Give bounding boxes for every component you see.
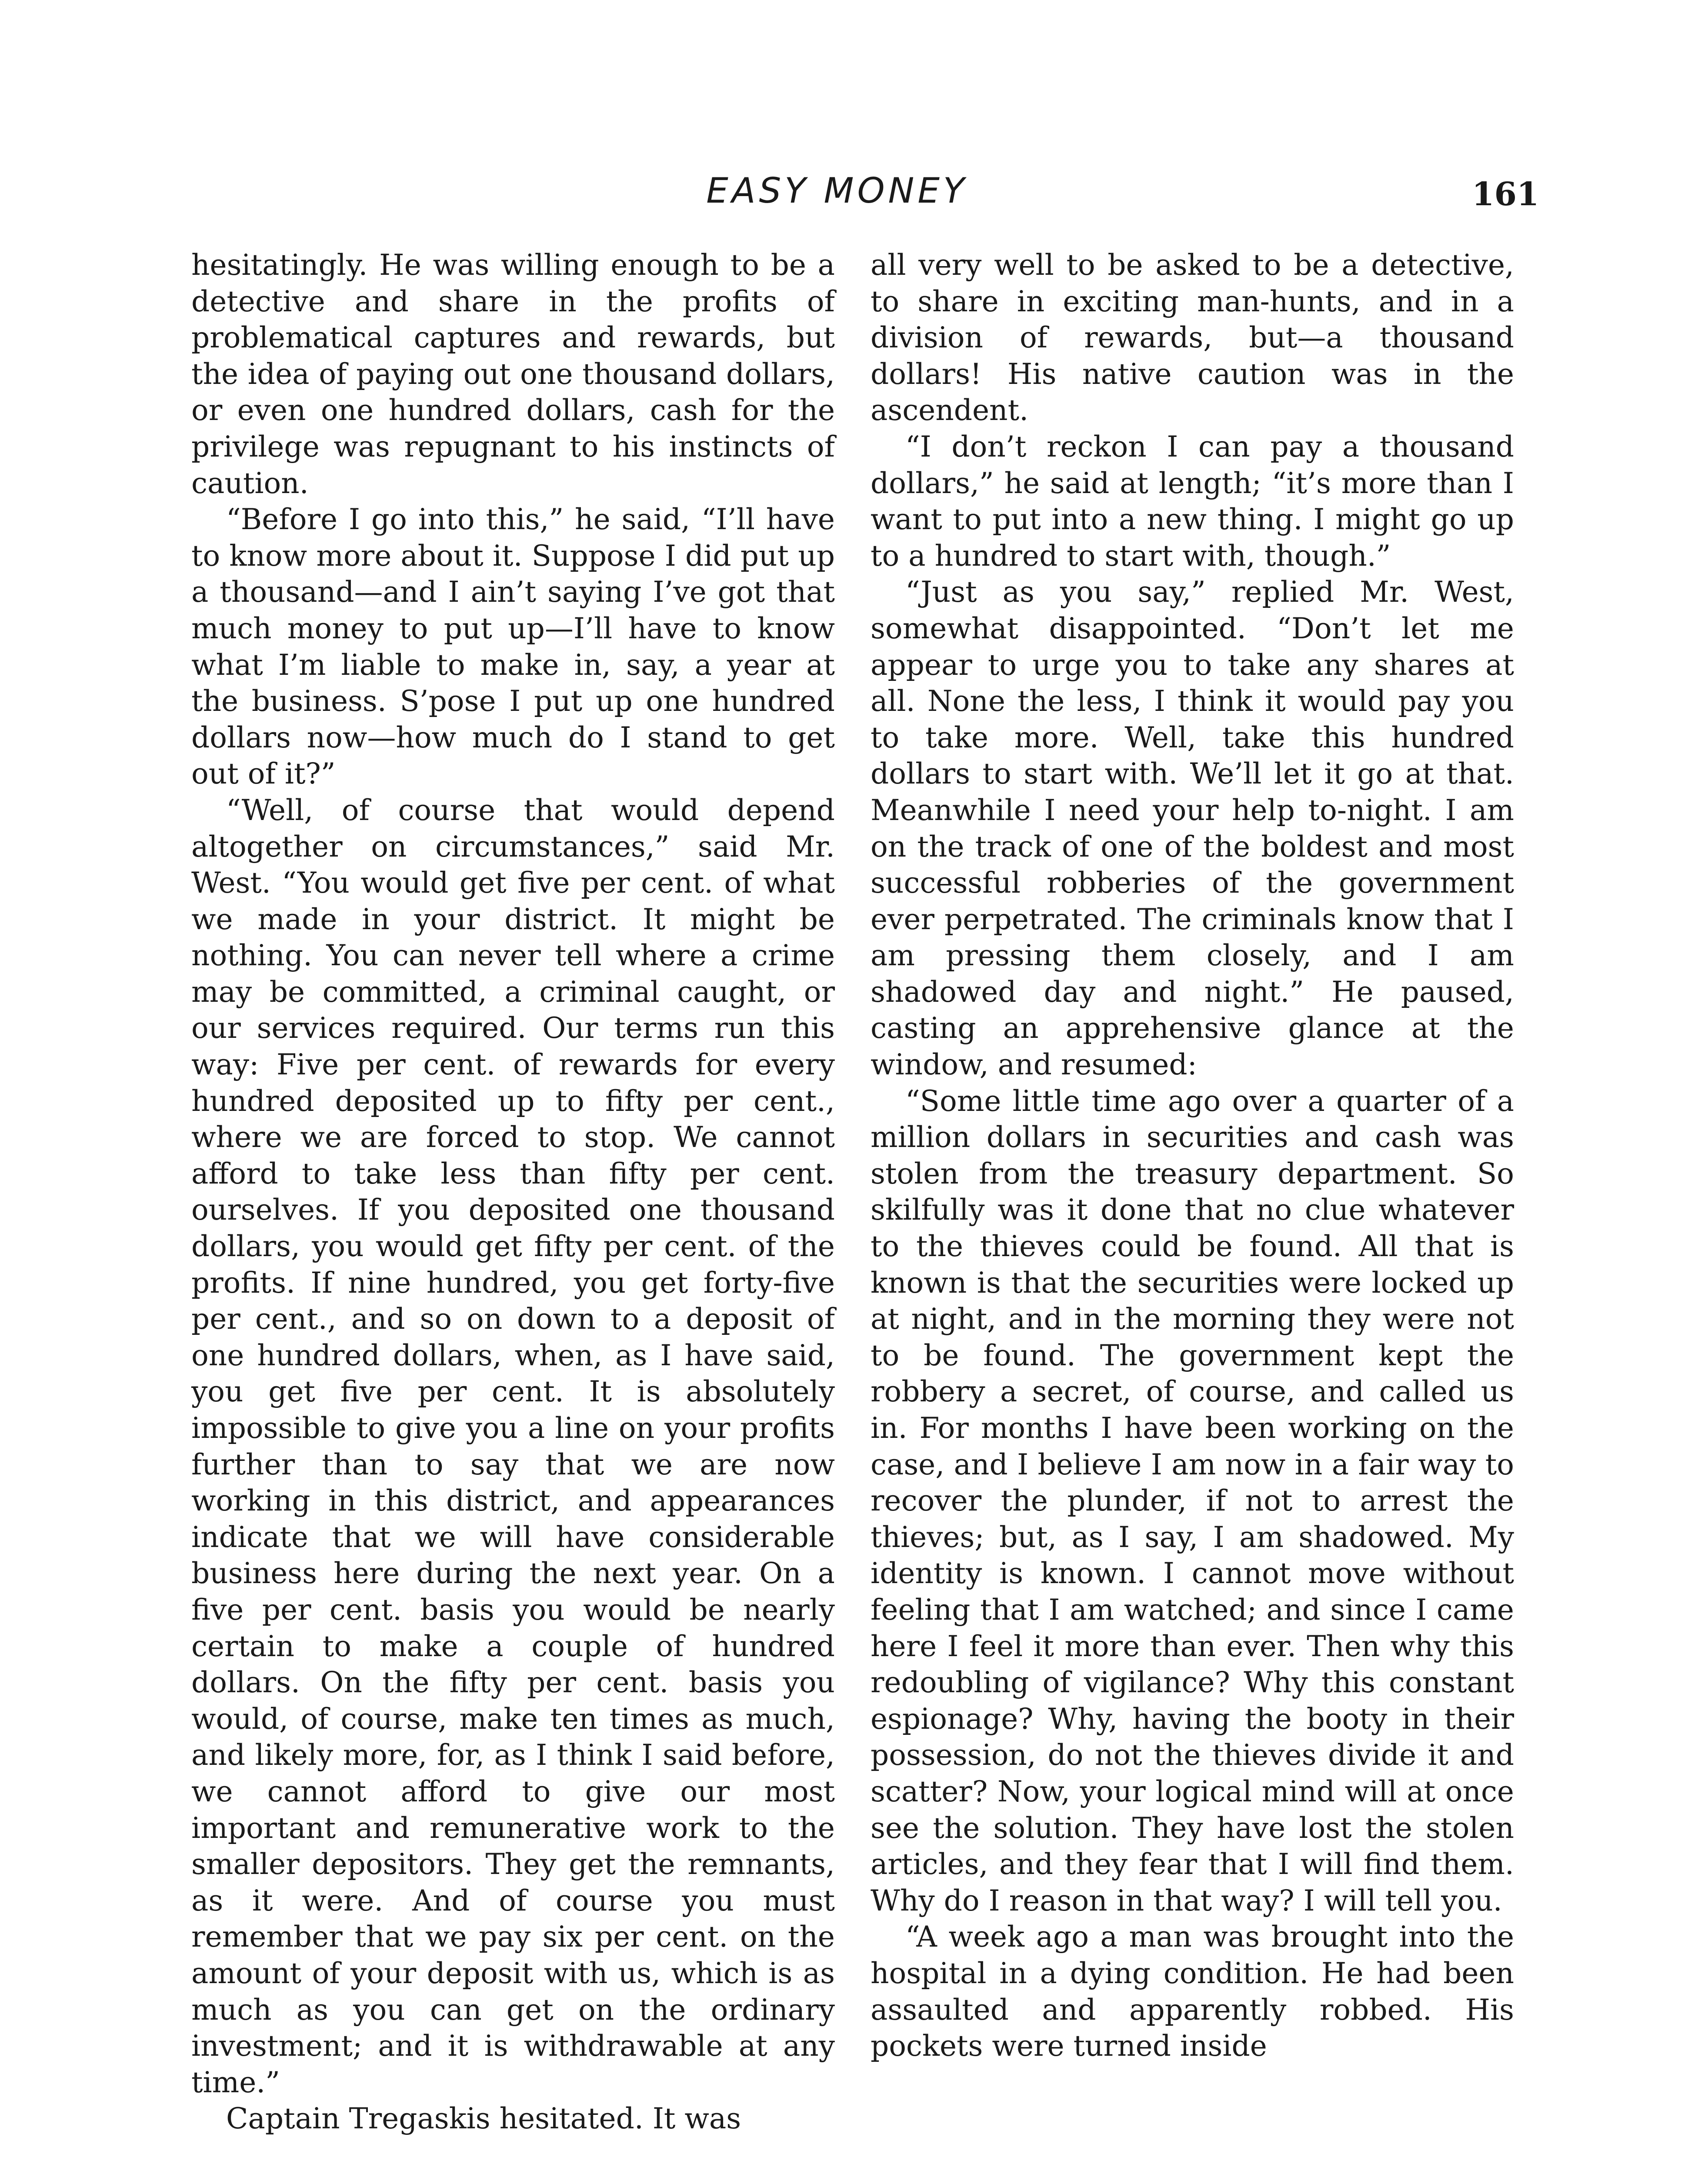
paragraph: “I don’t reckon I can pay a thousand dollars,” he said at length; “it’s more than I want to put into a new thing. I might go up to a hundred to start with, though.” <box>871 430 1514 573</box>
page-number: 161 <box>1472 176 1539 213</box>
running-title: EASY MONEY <box>706 170 968 211</box>
paragraph: hesitatingly. He was willing enough to be a detective and share in the profits of problematical captures and rewards, but the idea of paying out one thousand dollars, or even one hundred dollars, cash for the privilege was repugnant to his instincts of caution. <box>191 248 835 500</box>
right-column <box>871 247 1514 2064</box>
paragraph: “Just as you say,” replied Mr. West, somewhat disappointed. “Don’t let me appear to urge you to take any shares at all. None the less, I think it would pay you to take more. Well, take this hundred dollars to start with. We’ll let it go at that. Meanwhile I need your help to-night. I am on the track of one of the boldest and most successful robberies of the government ever perpetrated. The criminals know that I am pressing them closely, and I am shadowed day and night.” He paused, casting an apprehensive glance at the window, and resumed: <box>871 575 1514 1082</box>
paragraph: “A week ago a man was brought into the hospital in a dying condition. He had been assaulted and apparently robbed. His pockets were turned inside <box>871 1920 1514 2063</box>
paragraph: Captain Tregaskis hesitated. It was <box>226 2102 741 2136</box>
paragraph: all very well to be asked to be a detective, to share in exciting man-hunts, and in a division of rewards, but—a thousand dollars! His native caution was in the ascendent. <box>871 248 1514 427</box>
paragraph: “Some little time ago over a quarter of a million dollars in securities and cash was stolen from the treasury department. So skilfully was it done that no clue whatever to the thieves could be found. All that is known is that the securities were locked up at night, and in the morning they were not to be found. The government kept the robbery a secret, of course, and called us in. For months I have been working on the case, and I believe I am now in a fair way to recover the plunder, if not to arrest the thieves; but, as I say, I am shadowed. My identity is known. I cannot move without feeling that I am watched; and since I came here I feel it more than ever. Then why this redoubling of vigilance? Why this constant espionage? Why, having the booty in their possession, do not the thieves divide it and scatter? Now, your logical mind will at once see the solution. They have lost the stolen articles, and they fear that I will find them. Why do I reason in that way? I will tell you. <box>871 1084 1514 1917</box>
paragraph: “Before I go into this,” he said, “I’ll have to know more about it. Suppose I did put up a thousand—and I ain’t saying I’ve got that much money to put up—I’ll have to know what I’m liable to make in, say, a year at the business. S’pose I put up one hundred dollars now—how much do I stand to get out of it?” <box>191 503 835 791</box>
left-column <box>191 247 835 2137</box>
paragraph: “Well, of course that would depend altogether on circumstances,” said Mr. West. “You would get five per cent. of what we made in your district. It might be nothing. You can never tell where a crime may be committed, a criminal caught, or our services required. Our terms run this way: Five per cent. of rewards for every hundred deposited up to fifty per cent., where we are forced to stop. We cannot afford to take less than fifty per cent. ourselves. If you deposited one thousand dollars, you would get fifty per cent. of the profits. If nine hundred, you get forty-five per cent., and so on down to a deposit of one hundred dollars, when, as I have said, you get five per cent. It is absolutely impossible to give you a line on your profits further than to say that we are now working in this district, and appearances indicate that we will have considerable business here during the next year. On a five per cent. basis you would be nearly certain to make a couple of hundred dollars. On the fifty per cent. basis you would, of course, make ten times as much, and likely more, for, as I think I said before, we cannot afford to give our most important and remunerative work to the smaller depositors. They get the remnants, as it were. And of course you must remember that we pay six per cent. on the amount of your deposit with us, which is as much as you can get on the ordinary investment; and it is withdrawable at any time.” <box>191 793 835 2099</box>
